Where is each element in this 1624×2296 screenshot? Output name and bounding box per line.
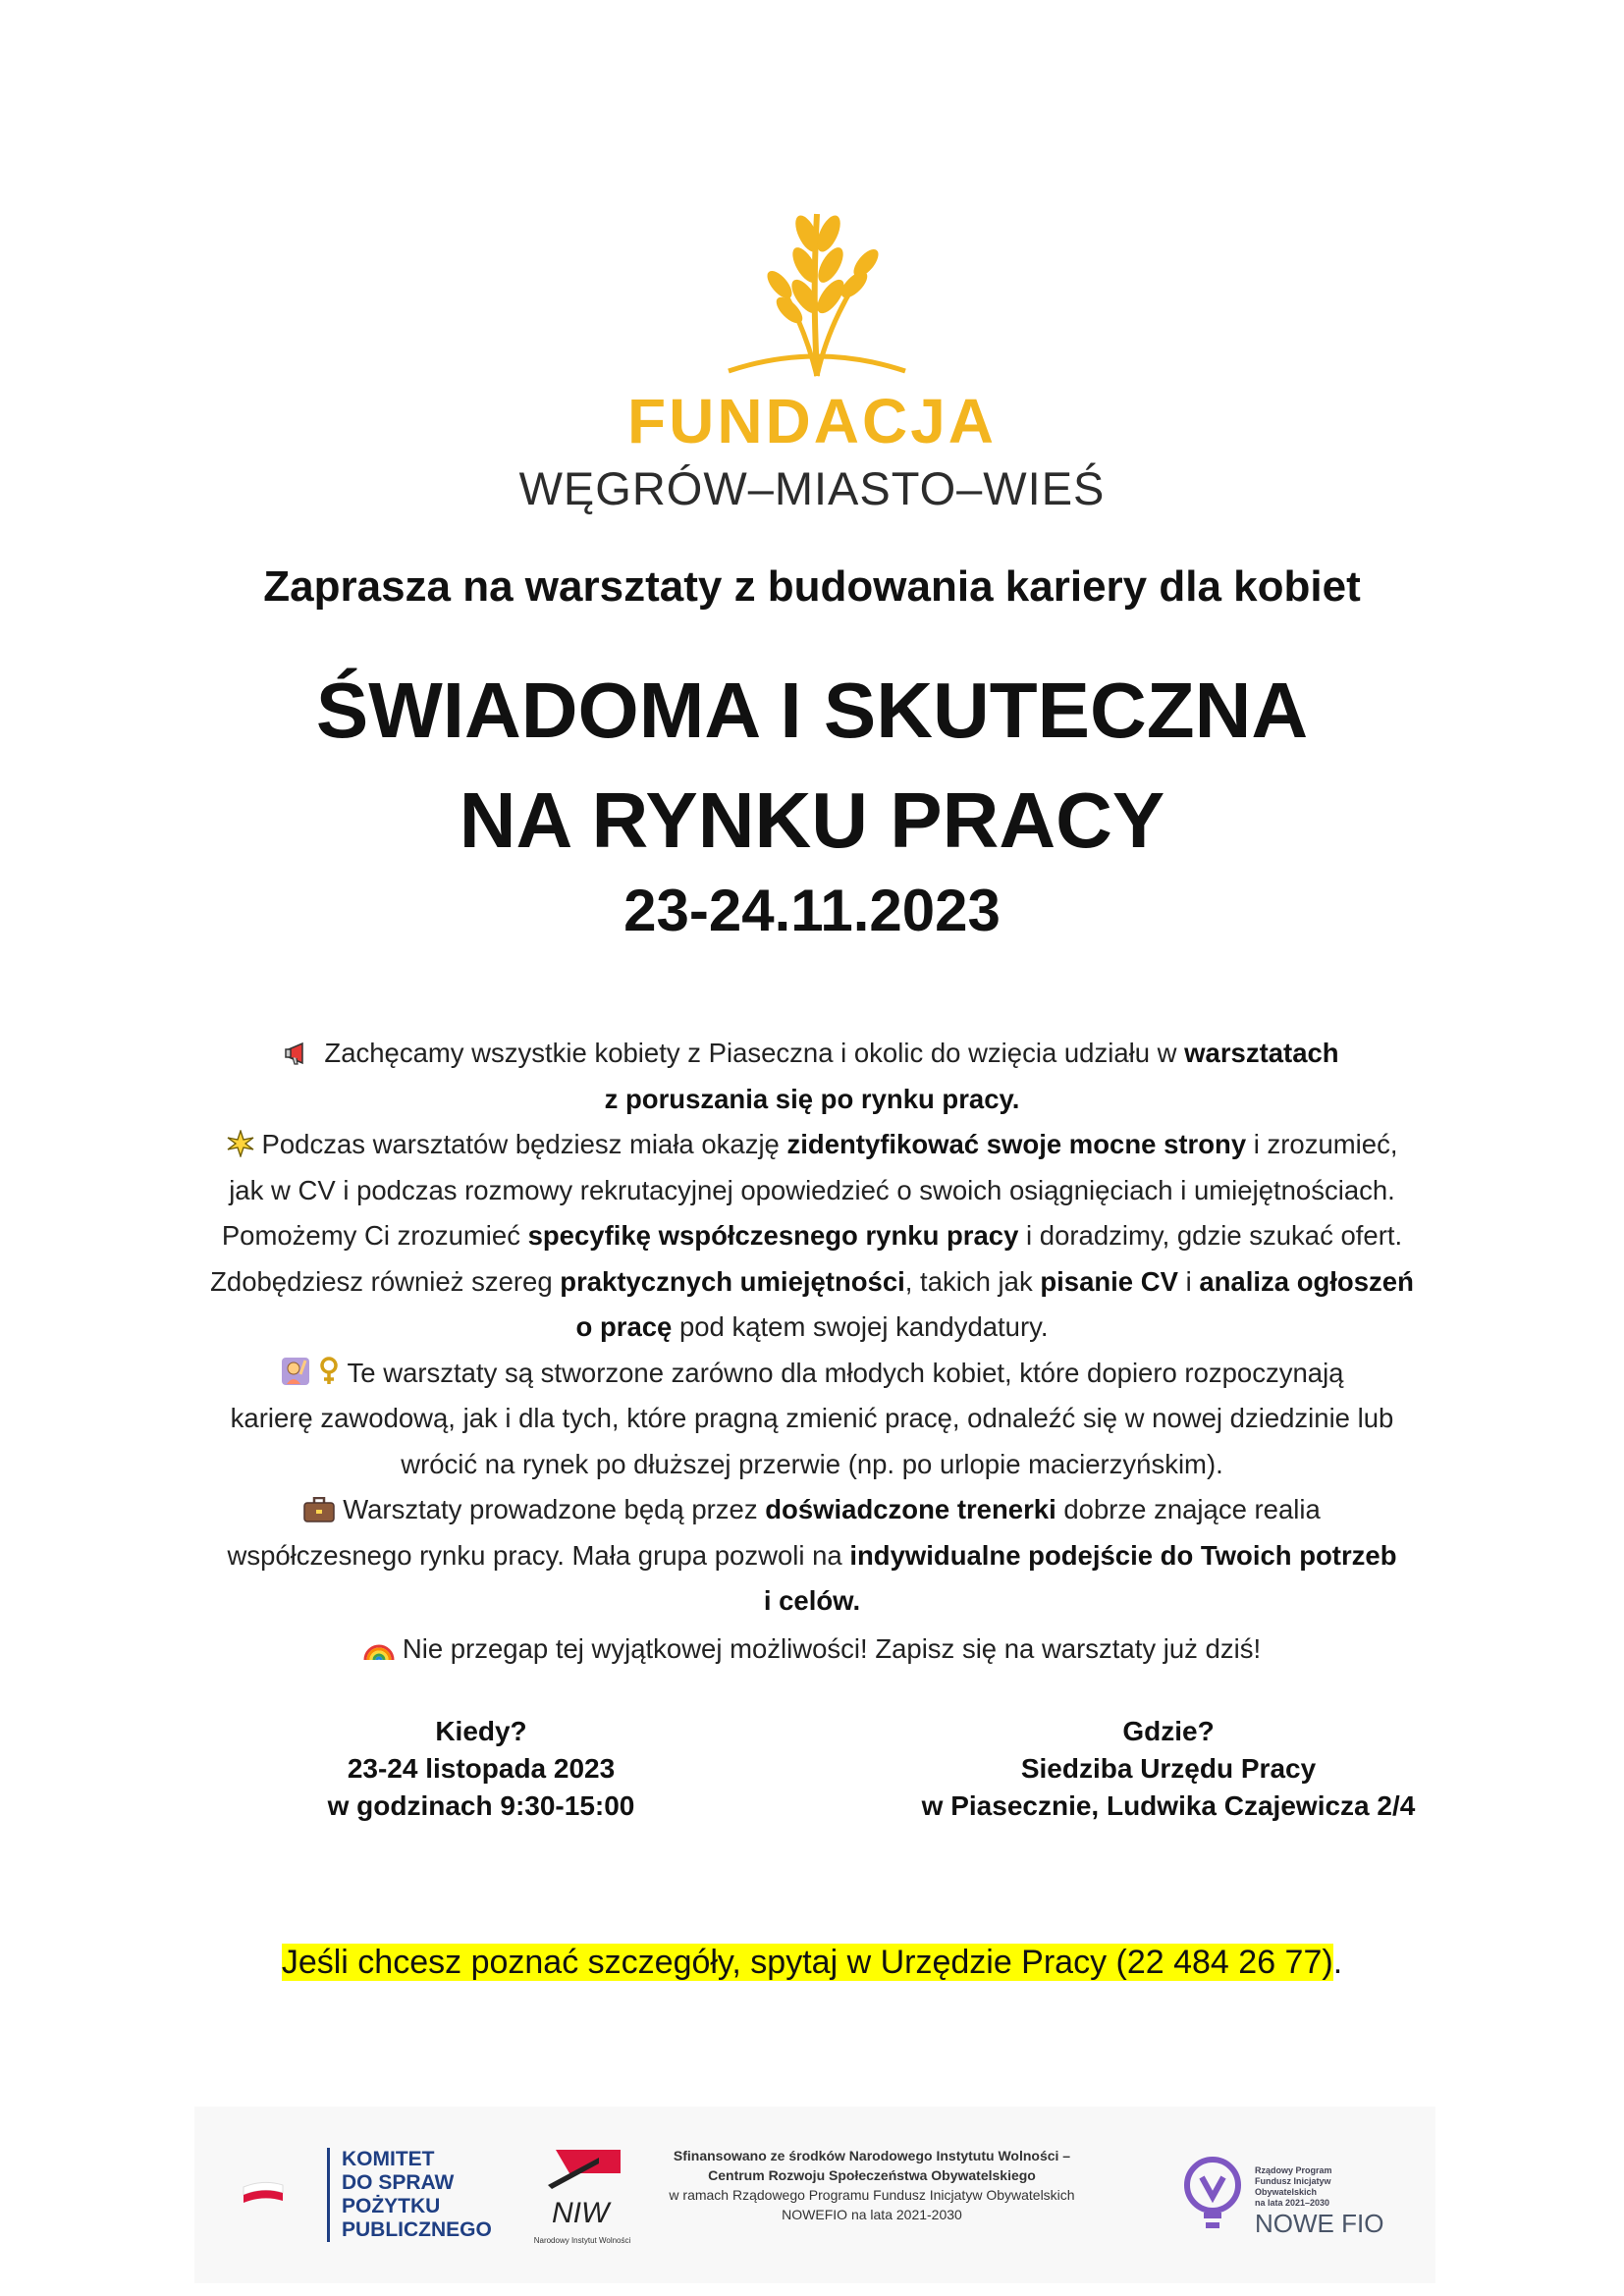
when-label: Kiedy? — [435, 1716, 527, 1746]
briefcase-icon — [303, 1497, 335, 1522]
paragraph-3: Te warsztaty są stworzone zarówno dla młodych kobiet, które dopiero rozpoczynają karierę zawodową, jak i dla tych, które pragną zmienić pracę, odnaleźć się w nowej dziedzinie lub wrócić na rynek po dłuższej przerwie (np. po urlopie macierzyńskim). — [230, 1357, 1394, 1479]
when-block — [275, 1713, 687, 1825]
where-address: w Piasecznie, Ludwika Czajewicza 2/4 — [921, 1790, 1416, 1821]
logo-name: FUNDACJA — [627, 386, 997, 456]
contact-line — [0, 1944, 1624, 1982]
female-sign-icon — [318, 1357, 340, 1386]
where-label: Gdzie? — [1122, 1716, 1215, 1746]
contact-end: . — [1332, 1944, 1343, 1981]
body-text — [187, 1031, 1437, 1672]
paragraph-2: Podczas warsztatów będziesz miała okazję zidentyfikować swoje mocne strony i zrozumieć, jak w CV i podczas rozmowy rekrutacyjnej opowiedzieć o swoich osiągnięciach i umiejętnościach. Pomożemy Ci zrozumieć specyfikę współczesnego rynku pracy i doradzimy, gdzie szukać ofert. Zdobędziesz również szereg praktycznych umiejętności, takich jak pisanie CV i analiza ogłoszeń o pracę pod kątem swojej kandydatury. — [210, 1129, 1414, 1342]
wheat-icon — [719, 194, 915, 381]
when-date: 23-24 listopada 2023 — [347, 1753, 616, 1784]
where-block — [864, 1713, 1473, 1825]
logo-subtitle: WĘGRÓW–MIASTO–WIEŚ — [518, 462, 1106, 514]
where-place: Siedziba Urzędu Pracy — [1020, 1753, 1317, 1784]
title-line-1: ŚWIADOMA I SKUTECZNA — [315, 667, 1309, 754]
nowe-fio-logo-text: NOWE FIO — [1255, 2209, 1384, 2238]
kdsp-logo-text: KOMITET DO SPRAW POŻYTKU PUBLICZNEGO — [327, 2148, 492, 2242]
woman-raising-hand-icon — [281, 1357, 310, 1386]
fio-program-text: Rządowy Program Fundusz Inicjatyw Obywatelskich na lata 2021–2030 — [1255, 2165, 1332, 2208]
title-line-2: NA RYNKU PRACY — [459, 776, 1165, 864]
contact-highlight: Jeśli chcesz poznać szczegóły, spytaj w Urzędzie Pracy (22 484 26 77) — [281, 1944, 1333, 1981]
paragraph-1: Zachęcamy wszystkie kobiety z Piaseczna i okolic do wzięcia udziału w warsztatach z poruszania się po rynku pracy. — [187, 1031, 1437, 1122]
polish-flag-icon — [242, 2177, 285, 2207]
invite-heading: Zaprasza na warsztaty z budowania kariery dla kobiet — [263, 562, 1361, 611]
megaphone-icon — [285, 1041, 316, 1066]
niw-caption: Narodowy Instytut Wolności — [533, 2236, 631, 2245]
when-hours: w godzinach 9:30-15:00 — [327, 1790, 635, 1821]
sponsor-footer — [194, 2107, 1435, 2283]
niw-logo — [538, 2144, 626, 2234]
svg-text:NIW: NIW — [552, 2197, 610, 2229]
rainbow-icon — [363, 1638, 395, 1662]
paragraph-4: Warsztaty prowadzone będą przez doświadczone trenerki dobrze znające realia współczesnego rynku pracy. Mała grupa pozwoli na indywidualne podejście do Twoich potrzeb i celów. — [227, 1494, 1397, 1616]
paragraph-5: Nie przegap tej wyjątkowej możliwości! Zapisz się na warsztaty już dziś! — [187, 1627, 1437, 1673]
lightbulb-icon — [1180, 2156, 1245, 2234]
sparkle-icon — [227, 1130, 254, 1157]
financing-note: Sfinansowano ze środków Narodowego Instytutu Wolności – Centrum Rozwoju Społeczeństwa Obywatelskiego w ramach Rządowego Programu Fundusz Inicjatyw Obywatelskich NOWEFIO na lata 2021-2030 — [669, 2148, 1075, 2222]
event-date: 23-24.11.2023 — [623, 878, 1001, 943]
